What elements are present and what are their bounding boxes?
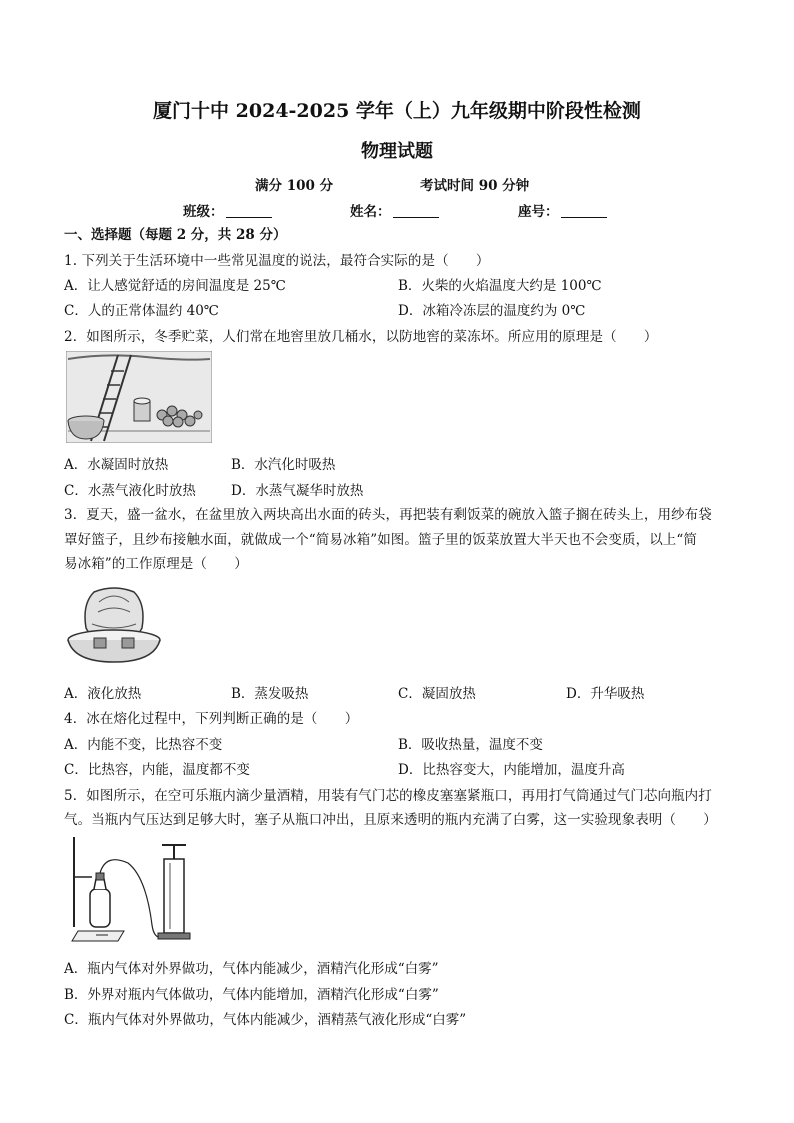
pump-bottle-figure (66, 833, 196, 947)
seat-blank (561, 203, 607, 218)
q1-stem: 1. 下列关于生活环境中一些常见温度的说法，最符合实际的是（ ） (64, 253, 490, 269)
name-field (350, 200, 439, 220)
q4-option-d: D．比热容变大，内能增加，温度升高 (398, 762, 625, 778)
q3-option-a: A．液化放热 (64, 686, 142, 702)
section-heading: 一、选择题（每题 2 分，共 28 分） (64, 227, 287, 243)
q1-option-b: B．火柴的火焰温度大约是 100℃ (398, 278, 602, 294)
exam-duration: 考试时间 90 分钟 (420, 178, 530, 194)
name-label: 姓名： (350, 204, 391, 220)
q5-stem-line1: 5．如图所示，在空可乐瓶内滴少量酒精，用装有气门芯的橡皮塞塞紧瓶口，再用打气筒通过气门芯向瓶内打 (64, 788, 712, 804)
q5-option-b: B．外界对瓶内气体做功，气体内能增加，酒精汽化形成“白雾” (64, 987, 439, 1003)
q5-option-a: A．瓶内气体对外界做功，气体内能减少，酒精汽化形成“白雾” (64, 961, 439, 977)
q2-option-b: B．水汽化时吸热 (231, 457, 336, 473)
exam-subject: 物理试题 (361, 141, 433, 162)
q5-option-c: C．瓶内气体对外界做功，气体内能减少，酒精蒸气液化形成“白雾” (64, 1012, 467, 1028)
q5-stem-line2: 气。当瓶内气压达到足够大时，塞子从瓶口冲出，且原来透明的瓶内充满了白雾，这一实验现象表明（ ） (64, 812, 717, 828)
q3-option-d: D．升华吸热 (566, 686, 645, 702)
class-label: 班级： (183, 204, 224, 220)
simple-fridge-illustration (64, 584, 164, 666)
q2-option-d: D．水蒸气凝华时放热 (231, 483, 364, 499)
seat-field (518, 200, 607, 220)
q2-option-c: C．水蒸气液化时放热 (64, 483, 196, 499)
name-blank (393, 203, 439, 218)
q1-option-d: D．冰箱冷冻层的温度约为 0℃ (398, 303, 586, 319)
full-score: 满分 100 分 (255, 178, 334, 194)
exam-title: 厦门十中 2024-2025 学年（上）九年级期中阶段性检测 (153, 100, 641, 122)
q3-stem-line2: 罩好篮子，且纱布接触水面，就做成一个“简易冰箱”如图。篮子里的饭菜放置大半天也不会变质，以上“简 (64, 532, 698, 548)
class-blank (226, 203, 272, 218)
seat-label: 座号： (518, 204, 559, 220)
cellar-figure (66, 351, 212, 443)
q1-option-c: C．人的正常体温约 40℃ (64, 303, 219, 319)
q3-option-b: B．蒸发吸热 (231, 686, 309, 702)
q3-stem-line3: 易冰箱”的工作原理是（ ） (64, 556, 248, 572)
simple-fridge-figure (64, 584, 164, 666)
q2-stem: 2．如图所示，冬季贮菜，人们常在地窖里放几桶水，以防地窖的菜冻坏。所应用的原理是（ ） (64, 329, 658, 345)
q3-stem-line1: 3．夏天，盛一盆水，在盆里放入两块高出水面的砖头，再把装有剩饭菜的碗放入篮子搁在砖头上，用纱布袋 (64, 507, 712, 523)
q2-option-a: A．水凝固时放热 (64, 457, 169, 473)
q4-stem: 4．冰在熔化过程中，下列判断正确的是（ ） (64, 711, 359, 727)
class-field (183, 200, 272, 220)
q3-option-c: C．凝固放热 (398, 686, 476, 702)
q1-option-a: A．让人感觉舒适的房间温度是 25℃ (64, 278, 286, 294)
pump-bottle-illustration (66, 833, 196, 947)
q4-option-a: A．内能不变，比热容不变 (64, 737, 223, 753)
cellar-illustration (66, 351, 212, 443)
q4-option-b: B．吸收热量，温度不变 (398, 737, 543, 753)
q4-option-c: C．比热容，内能，温度都不变 (64, 762, 250, 778)
